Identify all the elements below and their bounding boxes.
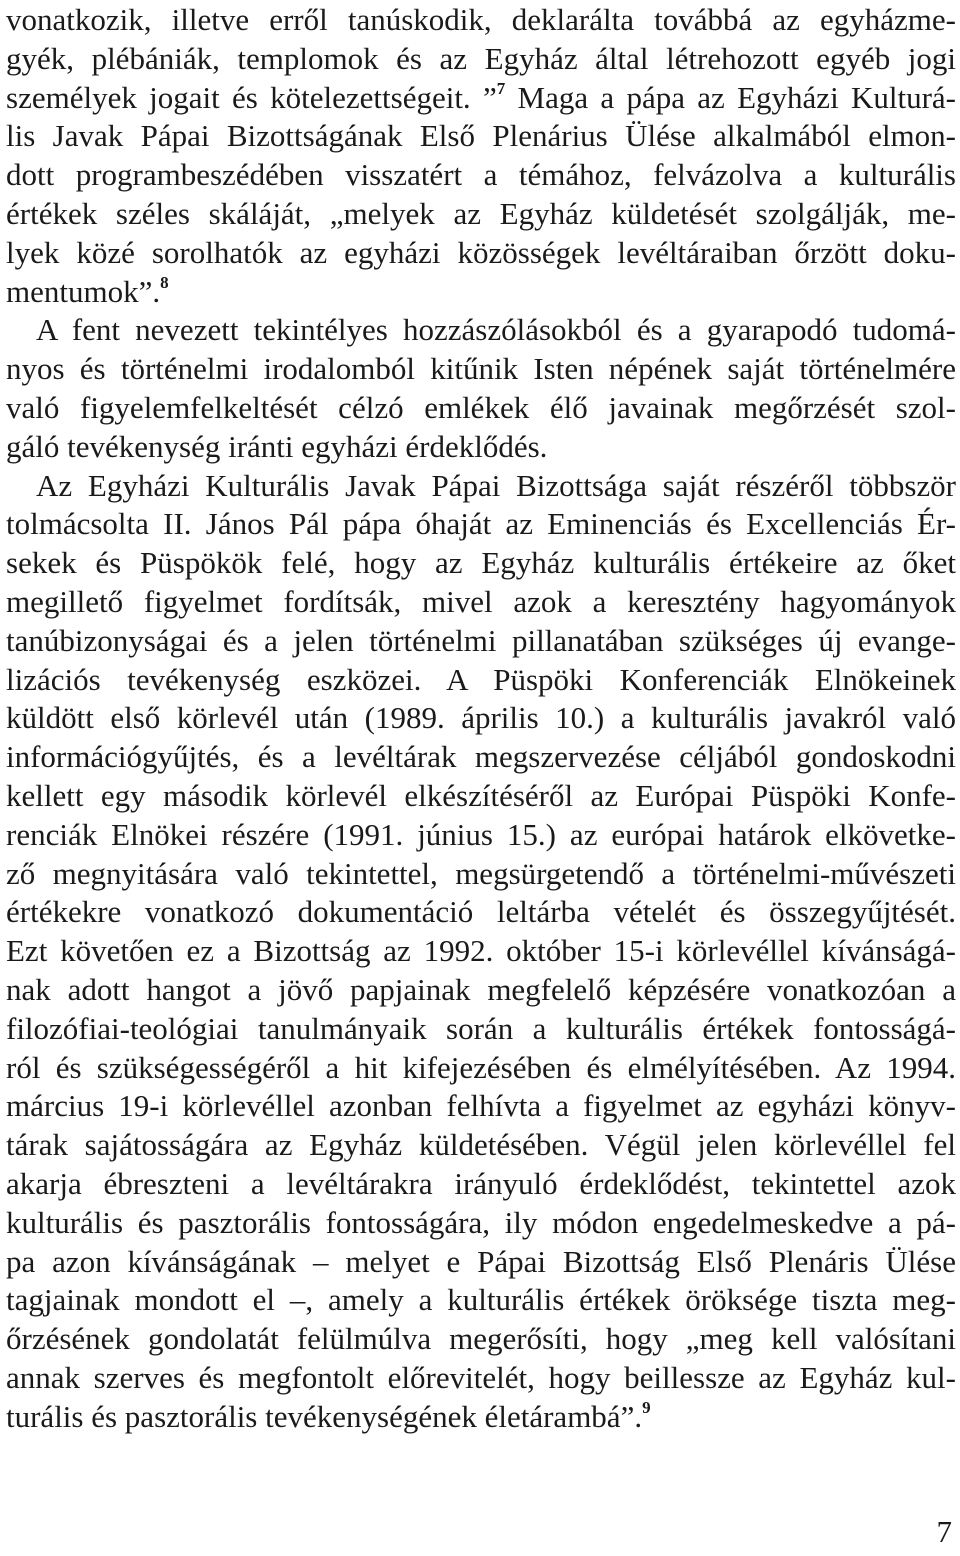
text-line <box>6 468 956 504</box>
text-line <box>6 157 956 193</box>
text-segment: akarja ébreszteni a levéltárakra irányuló érdeklődést, tekintettel azok <box>6 1166 956 1201</box>
text-line <box>6 1244 956 1280</box>
footnote-reference: 9 <box>642 1398 651 1418</box>
text-line <box>6 1282 956 1318</box>
text-line <box>6 972 956 1008</box>
text-segment: gáló tevékenység iránti egyházi érdeklődés. <box>6 428 548 464</box>
text-segment: tanúbizonyságai és a jelen történelmi pillanatában szükséges új evange- <box>6 622 956 658</box>
text-segment: ról és szükségességéről a hit kifejezésében és elmélyítésében. Az 1994. <box>6 1049 956 1085</box>
footnote-reference: 8 <box>160 273 169 293</box>
text-line <box>6 1127 956 1163</box>
text-line <box>6 274 956 310</box>
document-page <box>6 0 956 1556</box>
text-segment: gyék, plébániák, templomok és az Egyház által létrehozott egyéb jogi <box>6 40 956 76</box>
text-segment: A fent nevezett tekintélyes hozzászólásokból és a gyarapodó tudomá- <box>36 312 956 348</box>
text-segment: kulturális és pasztorális fontosságára, ily módon engedelmeskedve a pá- <box>6 1204 956 1240</box>
text-segment: nak adott hangot a jövő papjainak megfelelő képzésére vonatkozóan a <box>6 972 956 1007</box>
text-segment: megillető figyelmet fordítsák, mivel azok a keresztény hagyományok <box>6 584 956 619</box>
text-line <box>6 584 956 620</box>
text-line <box>6 80 956 116</box>
text-segment: értékek széles skáláját, „melyek az Egyház küldetését szolgálják, me- <box>6 196 956 231</box>
text-line <box>6 894 956 930</box>
text-segment: tolmácsolta II. János Pál pápa óhaját az Eminenciás és Excellenciás Ér- <box>6 506 956 542</box>
text-line <box>6 41 956 77</box>
text-line <box>6 118 956 154</box>
text-segment: lizációs tevékenység eszközei. A Püspöki Konferenciák Elnökeinek <box>6 661 956 697</box>
text-segment: pa azon kívánságának – melyet e Pápai Bizottság Első Plenáris Ülése <box>6 1243 956 1279</box>
text-line <box>6 1360 956 1396</box>
text-line <box>6 739 956 775</box>
text-segment: lyek közé sorolhatók az egyházi közösségek levéltáraiban őrzött doku- <box>6 234 956 270</box>
text-segment: március 19-i körlevéllel azonban felhívta a figyelmet az egyházi könyv- <box>6 1088 956 1124</box>
text-segment: Ezt követően ez a Bizottság az 1992. október 15-i körlevéllel kívánságá- <box>6 933 956 969</box>
text-segment: filozófiai-teológiai tanulmányaik során a kulturális értékek fontosságá- <box>6 1010 956 1046</box>
text-segment: lis Javak Pápai Bizottságának Első Plenárius Ülése alkalmából elmon- <box>6 118 956 154</box>
text-segment: való figyelemfelkeltését célzó emlékek élő javainak megőrzését szol- <box>6 390 956 425</box>
text-line <box>6 312 956 348</box>
text-segment: Az Egyházi Kulturális Javak Pápai Bizottsága saját részéről többször <box>36 467 956 503</box>
text-line <box>6 1399 956 1435</box>
text-segment: turális és pasztorális tevékenységének életárambá”. <box>6 1398 643 1434</box>
text-line <box>6 778 956 814</box>
text-segment: Maga a pápa az Egyházi Kulturá- <box>505 79 956 115</box>
text-line <box>6 2 956 38</box>
text-line <box>6 817 956 853</box>
text-segment: nyos és történelmi irodalomból kitűnik Isten népének saját történelmére <box>6 351 956 387</box>
footnote-reference: 7 <box>496 79 506 99</box>
text-segment: annak szerves és megfontolt előrevitelét, hogy beillessze az Egyház kul- <box>6 1360 956 1395</box>
text-segment: őrzésének gondolatát felülmúlva megerősíti, hogy „meg kell valósítani <box>6 1321 956 1357</box>
text-line <box>6 1321 956 1357</box>
text-segment: renciák Elnökei részére (1991. június 15.) az európai határok elkövetke- <box>6 816 956 852</box>
text-line <box>6 390 956 426</box>
text-segment: személyek jogait és kötelezettségeit. ” <box>6 79 497 115</box>
text-segment: vonatkozik, illetve erről tanúskodik, deklarálta továbbá az egyházme- <box>6 2 956 37</box>
text-line <box>6 545 956 581</box>
text-segment: küldött első körlevél után (1989. április 10.) a kulturális javakról való <box>6 700 956 736</box>
text-line <box>6 700 956 736</box>
text-line <box>6 1205 956 1241</box>
text-segment: tárak sajátosságára az Egyház küldetésében. Végül jelen körlevéllel fel <box>6 1127 956 1163</box>
text-line <box>6 856 956 892</box>
text-line <box>6 623 956 659</box>
text-line <box>6 933 956 969</box>
text-segment: tagjainak mondott el –, amely a kulturális értékek öröksége tiszta meg- <box>6 1282 956 1318</box>
text-line <box>6 351 956 387</box>
text-segment: ző megnyitására való tekintettel, megsürgetendő a történelmi-művészeti <box>6 855 956 891</box>
page-number: 7 <box>936 1514 952 1549</box>
text-segment: információgyűjtés, és a levéltárak megszervezése céljából gondoskodni <box>6 739 956 775</box>
text-segment: értékekre vonatkozó dokumentáció leltárba vételét és összegyűjtését. <box>6 894 956 930</box>
text-line <box>6 235 956 271</box>
text-line <box>6 196 956 232</box>
text-segment: kellett egy második körlevél elkészítéséről az Európai Püspöki Konfe- <box>6 778 956 813</box>
text-line <box>6 662 956 698</box>
text-line <box>6 1050 956 1086</box>
text-line <box>6 1166 956 1202</box>
text-line <box>6 1011 956 1047</box>
text-segment: sekek és Püspökök felé, hogy az Egyház kulturális értékeire az őket <box>6 545 956 581</box>
text-segment: mentumok”. <box>6 273 161 309</box>
text-line <box>6 506 956 542</box>
text-line <box>6 1088 956 1124</box>
text-segment: dott programbeszédében visszatért a témához, felvázolva a kulturális <box>6 157 956 193</box>
text-line <box>6 429 956 465</box>
